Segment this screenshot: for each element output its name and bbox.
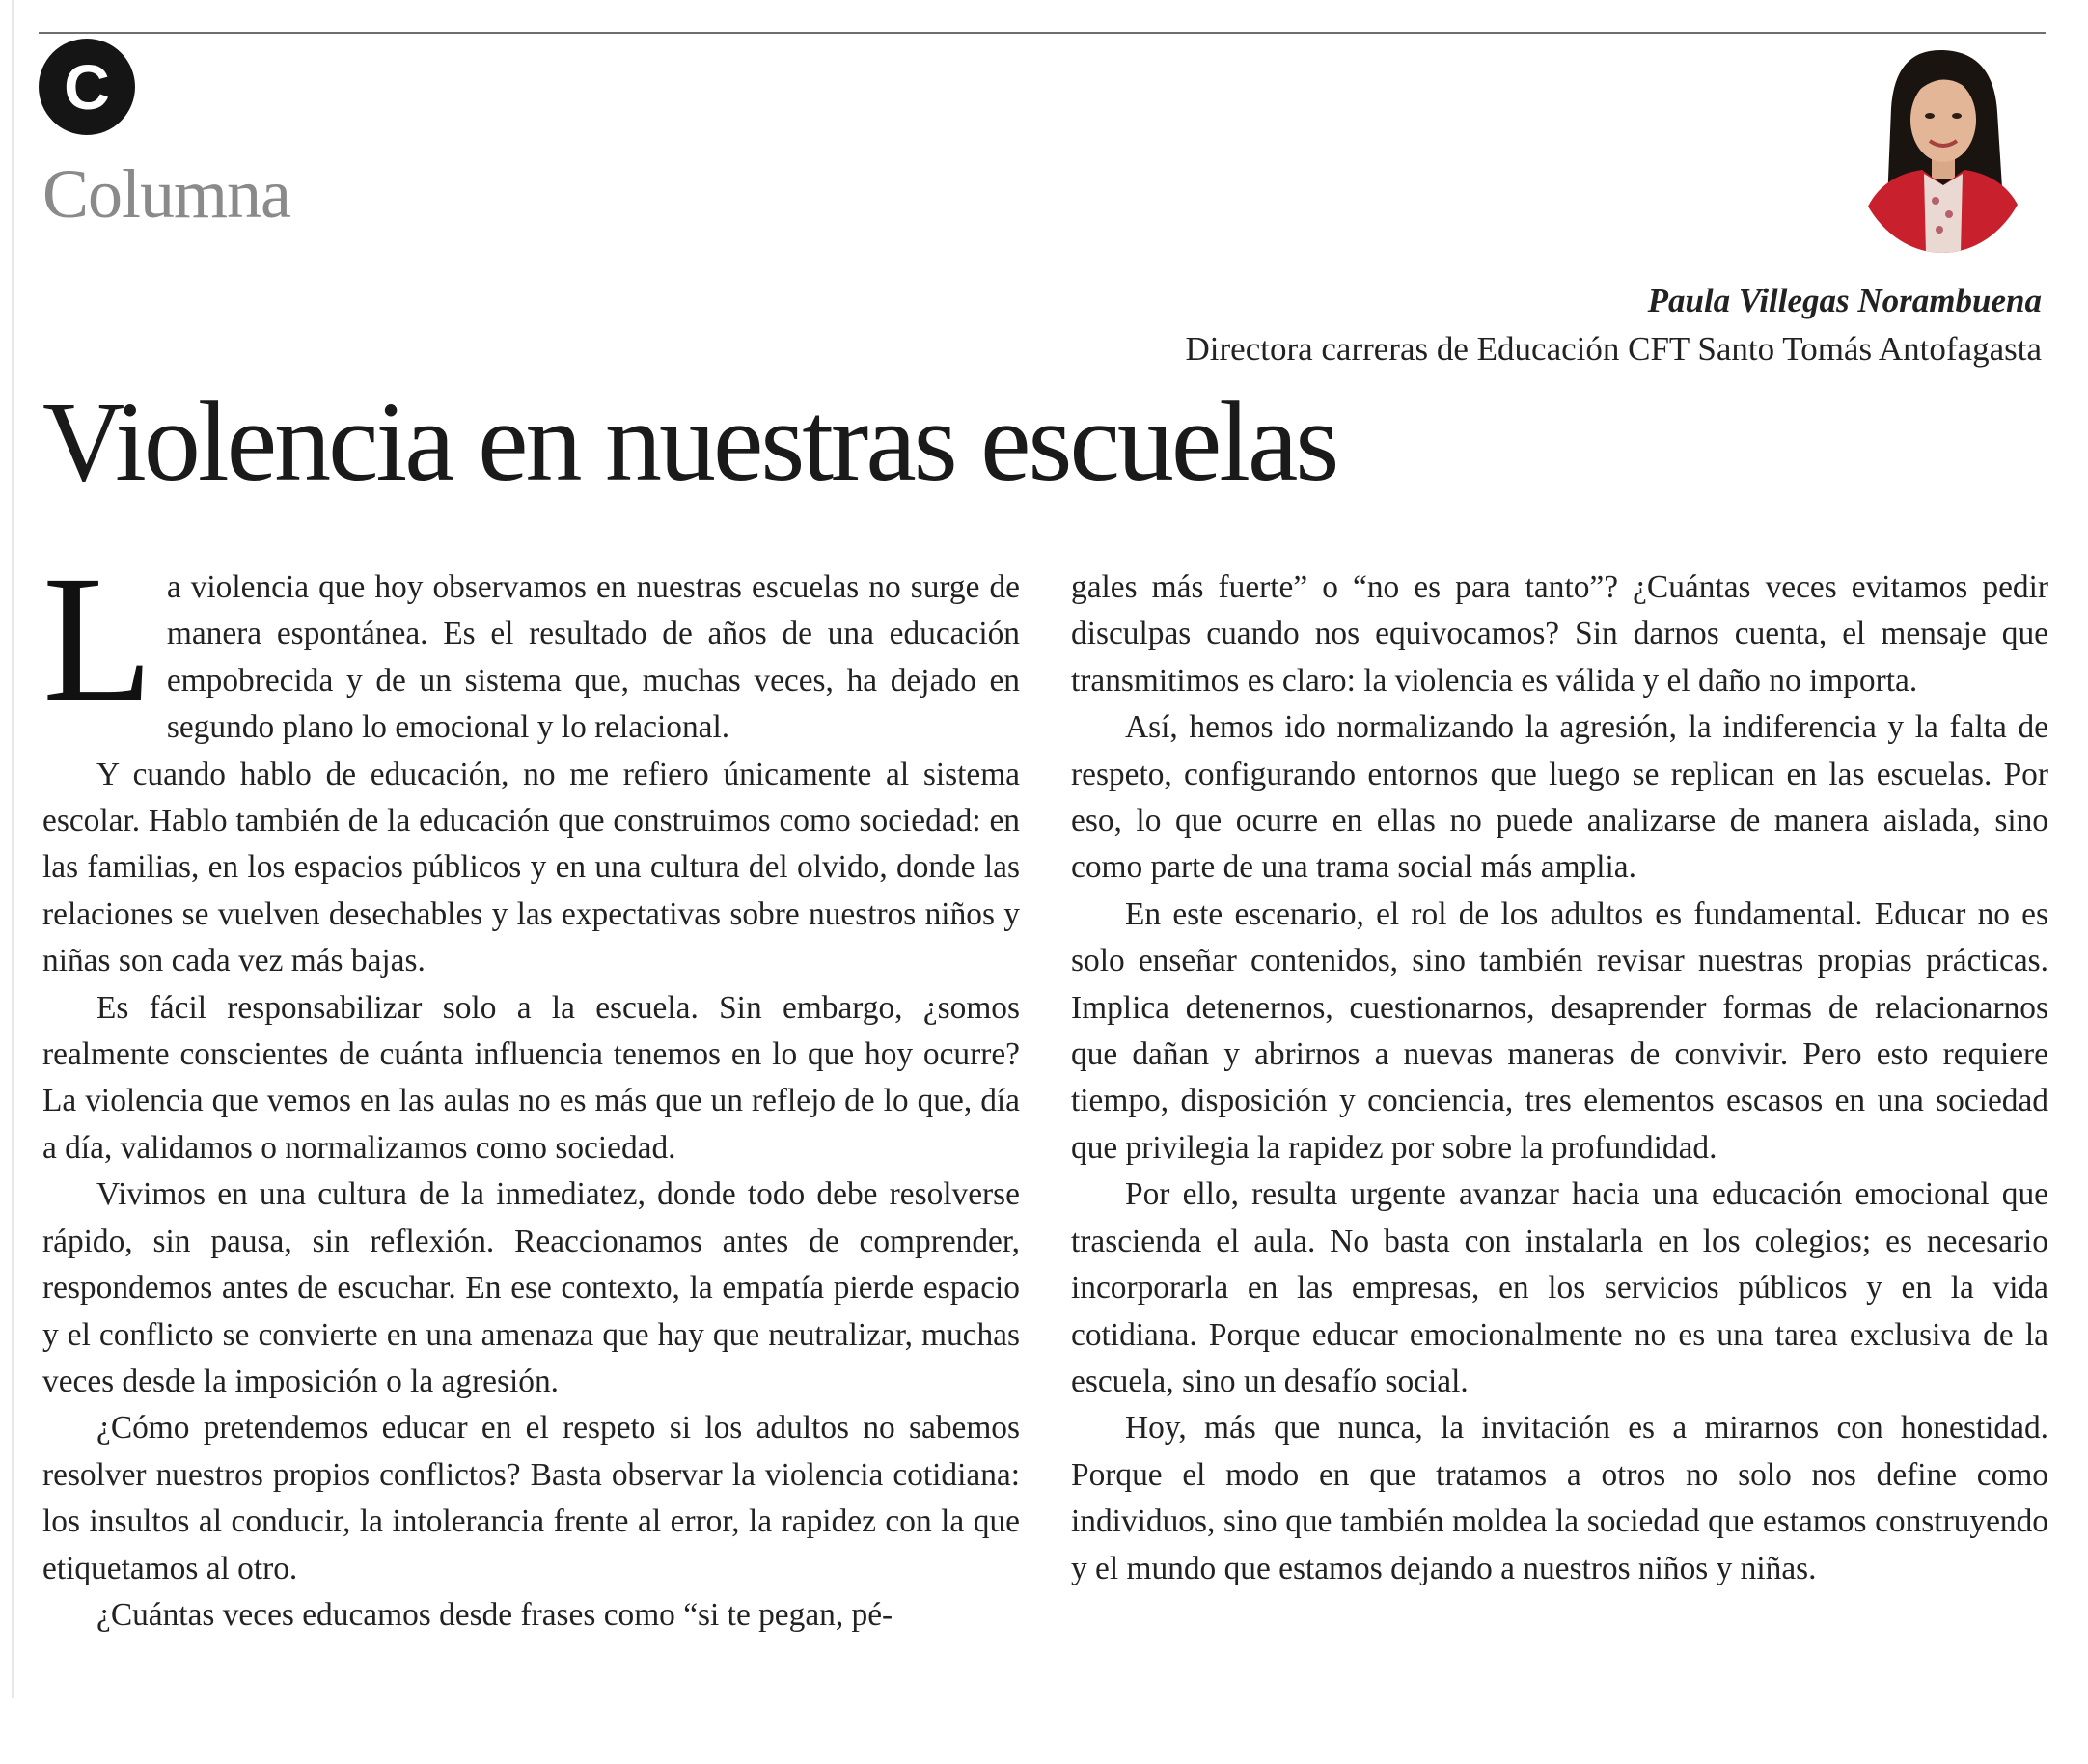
article-headline: Violencia en nuestras escuelas xyxy=(42,378,1337,505)
paragraph: En este escenario, el rol de los adultos es fundamental. Educar no es solo enseñar contenidos, sino también revisar nuestras propias prácticas. Implica detenernos, cuestionarnos, desaprender formas de relacionarnos que dañan y abrirnos a nuevas maneras de convivir. Pero esto requiere tiempo, disposición y conciencia, tres elementos escasos en una sociedad que privilegia la rapidez por sobre la profundidad. xyxy=(1071,896,2048,1166)
paragraph: Por ello, resulta urgente avanzar hacia una educación emocional que trascienda el aula. No basta con instalarla en los colegios; es necesario incorporarla en las empresas, en los servicios públicos y en la vida cotidiana. Porque educar emocionalmente no es una tarea exclusiva de la escuela, sino un desafío social. xyxy=(1071,1176,2048,1399)
paragraph: Vivimos en una cultura de la inmediatez, donde todo debe resolverse rápido, sin pausa, sin reflexión. Reaccionamos antes de comprender, respondemos antes de escuchar. En ese contexto, la empatía pierde espacio y el conflicto se convierte en una amenaza que hay que neutralizar, muchas veces desde la imposición o la agresión. xyxy=(42,1176,1020,1399)
badge-letter: C xyxy=(64,51,110,123)
paragraph-text: a violencia que hoy observamos en nuestras escuelas no surge de manera espontánea. Es el resultado de años de una educación empobrecida y de un sistema que, muchas veces, ha dejado en segundo plano lo emocional y lo relacional. xyxy=(166,569,1020,746)
section-label: Columna xyxy=(42,155,290,233)
paragraph: Hoy, más que nunca, la invitación es a mirarnos con honestidad. Porque el modo en que tratamos a otros no solo nos define como individuos, sino que también moldea la sociedad que estamos construyendo y el mundo que estamos dejando a nuestros niños y niñas. xyxy=(1071,1410,2048,1586)
author-photo xyxy=(1853,41,2032,253)
page-edge-line xyxy=(12,0,14,1698)
paragraph: Y cuando hablo de educación, no me refiero únicamente al sistema escolar. Hablo también de la educación que construimos como sociedad: en las familias, en los espacios públicos y en una cultura del olvido, donde las relaciones se vuelven desechables y las expectativas sobre nuestros niños y niñas son cada vez más bajas. xyxy=(42,756,1020,979)
article-column-left xyxy=(42,537,1020,1639)
paragraph: gales más fuerte” o “no es para tanto”? ¿Cuántas veces evitamos pedir disculpas cuando nos equivocamos? Sin darnos cuenta, el mensaje que transmitimos es claro: la violencia es válida y el daño no importa. xyxy=(1071,569,2048,699)
paragraph xyxy=(42,537,1020,752)
author-role: Directora carreras de Educación CFT Santo Tomás Antofagasta xyxy=(1185,330,2042,368)
paragraph: Es fácil responsabilizar solo a la escuela. Sin embargo, ¿somos realmente conscientes de cuánta influencia tenemos en lo que hoy ocurre? La violencia que vemos en las aulas no es más que un reflejo de lo que, día a día, validamos o normalizamos como sociedad. xyxy=(42,989,1020,1166)
column-badge-icon xyxy=(39,39,135,135)
paragraph: Así, hemos ido normalizando la agresión, la indiferencia y la falta de respeto, configurando entornos que luego se replican en las escuelas. Por eso, lo que ocurre en ellas no puede analizarse de manera aislada, sino como parte de una trama social más amplia. xyxy=(1071,709,2048,886)
article-column-right xyxy=(1071,565,2048,1592)
drop-cap: L xyxy=(42,537,153,739)
author-name: Paula Villegas Norambuena xyxy=(1647,282,2042,319)
top-divider xyxy=(39,32,2046,34)
paragraph: ¿Cómo pretendemos educar en el respeto si los adultos no sabemos resolver nuestros propios conflictos? Basta observar la violencia cotidiana: los insultos al conducir, la intolerancia frente al error, la rapidez con la que etiquetamos al otro. xyxy=(42,1410,1020,1586)
paragraph: ¿Cuántas veces educamos desde frases como “si te pegan, pé- xyxy=(96,1596,893,1633)
